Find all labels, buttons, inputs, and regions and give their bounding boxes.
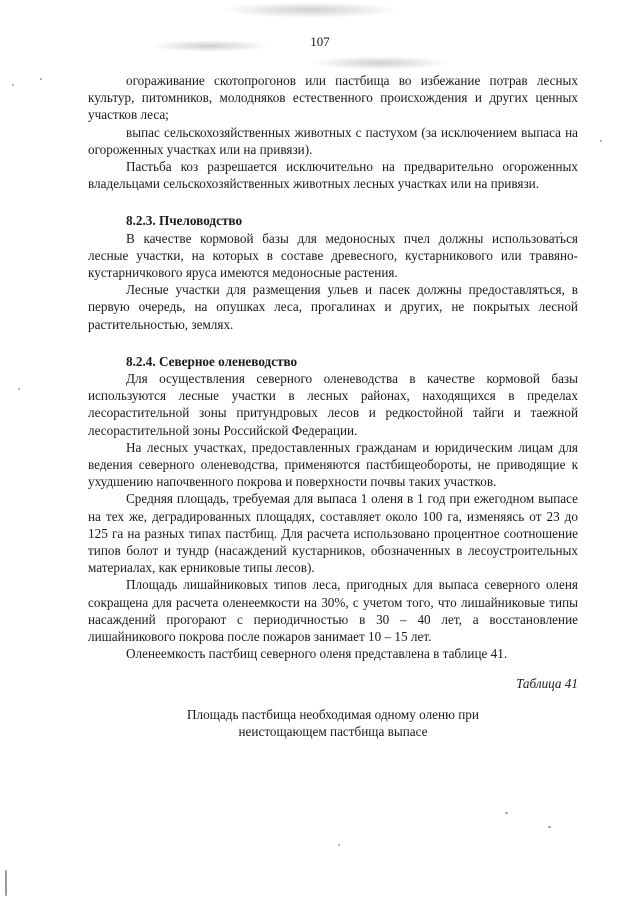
table-caption: Таблица 41 xyxy=(516,675,578,691)
table-title-line: Площадь пастбища необходимая одному оленю при xyxy=(187,706,479,722)
paragraph: выпас сельскохозяйственных животных с пастухом (за исключением выпаса на огороженных участках или на привязи). xyxy=(88,124,578,157)
document-body xyxy=(88,72,578,740)
scan-speck xyxy=(40,78,42,80)
paragraph: Средняя площадь, требуемая для выпаса 1 оленя в 1 год при ежегодном выпасе на тех же, деградированных площадях, составляет около 100 га, изменяясь от 23 до 125 га на разных типах пастбищ. Для расчета использовано процентное соотношение типов болот и тундр (насаждений кустарников, обозначенных в лесоустроительных материалах, как ерниковые типы лесов). xyxy=(88,491,578,576)
scan-speck xyxy=(18,388,20,390)
scan-smudge xyxy=(220,2,400,18)
paragraph: огораживание скотопрогонов или пастбища во избежание потрав лесных культур, питомников, молодняков естественного происхождения и других ценных участков леса; xyxy=(88,73,578,123)
scan-speck xyxy=(548,826,551,828)
scan-speck xyxy=(12,84,14,86)
section-heading-beekeeping: 8.2.3. Пчеловодство xyxy=(126,213,243,229)
paragraph: Пастьба коз разрешается исключительно на предварительно огороженных владельцами сельскохозяйственных животных лесных участках или на привязи. xyxy=(88,159,578,192)
table-title-line: неистощающем пастбища выпасе xyxy=(238,723,428,739)
paragraph: Оленеемкость пастбищ северного оленя представлена в таблице 41. xyxy=(126,646,508,662)
paragraph: Лесные участки для размещения ульев и пасек должны предоставляться, в первую очередь, на опушках леса, прогалинах и других, не покрытых лесной растительностью, землях. xyxy=(88,282,578,332)
paragraph: Площадь лишайниковых типов леса, пригодных для выпаса северного оленя сокращена для расчета оленеемкости на 30%, с учетом того, что лишайниковые типы насаждений прогорают с периодичностью в 30 – 40 лет, а восстановление лишайникового покрова после пожаров занимает 10 – 15 лет. xyxy=(88,577,578,645)
scan-speck xyxy=(505,812,508,814)
paragraph: Для осуществления северного оленеводства в качестве кормовой базы используются лесные участки в лесных районах, находящихся в пределах лесорастительной зоны притундровых лесов и редкостойной тайги и таежной лесорастительной зоны Российской Федерации. xyxy=(88,371,578,438)
section-heading-reindeer-herding: 8.2.4. Северное оленеводство xyxy=(126,353,298,369)
scan-speck xyxy=(338,844,340,846)
page-number: 107 xyxy=(310,34,330,49)
scan-speck xyxy=(600,140,602,142)
table-title xyxy=(88,706,578,740)
paragraph: В качестве кормовой базы для медоносных пчел должны использоваться лесные участки, на которых в составе древесного, кустарникового или травяно-кустарничкового яруса имеются медоносные растения. xyxy=(88,230,578,281)
paragraph: На лесных участках, предоставленных гражданам и юридическим лицам для ведения северного оленеводства, применяются пастбищеобороты, не приводящие к ухудшению напочвенного покрова и поверхности почвы таких участков. xyxy=(88,439,578,490)
scan-speck xyxy=(5,870,7,896)
scan-smudge xyxy=(310,56,450,70)
